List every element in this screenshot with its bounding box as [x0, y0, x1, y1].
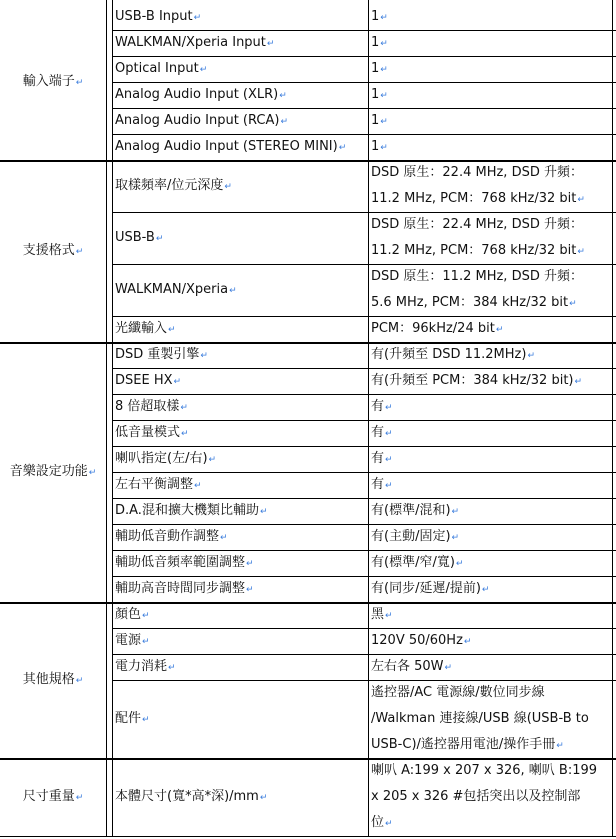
spec-value-text: 有↵: [371, 425, 393, 440]
paragraph-mark-icon: ↵: [229, 286, 237, 296]
spec-item-label: DSEE HX↵: [115, 373, 182, 388]
spec-value-text: DSD 原生：22.4 MHz, DSD 升頻：: [371, 165, 583, 180]
spec-value-text: 1↵: [371, 35, 388, 50]
spec-value-text: 有(升頻至 DSD 11.2MHz)↵: [371, 347, 535, 362]
paragraph-mark-icon: ↵: [75, 676, 84, 686]
spec-value-text: 有(標準/混和)↵: [371, 503, 460, 518]
paragraph-mark-icon: ↵: [88, 468, 97, 478]
paragraph-mark-icon: ↵: [220, 533, 228, 543]
paragraph-mark-icon: ↵: [574, 377, 583, 387]
spec-value-text: 1↵: [371, 139, 388, 154]
row-divider: [112, 654, 616, 655]
paragraph-mark-icon: ↵: [168, 663, 176, 673]
spec-value-text: 120V 50/60Hz↵: [371, 633, 472, 648]
spec-item-label: DSD 重製引擎↵: [115, 347, 208, 362]
spec-category-label: 輸入端子↵: [22, 74, 84, 89]
spec-value-text: 1↵: [371, 9, 388, 24]
spec-item-label: 輔助低音頻率範圍調整↵: [115, 555, 254, 570]
paragraph-mark-icon: ↵: [385, 481, 393, 491]
paragraph-mark-icon: ↵: [193, 13, 202, 23]
spec-value-text: x 205 x 326 #包括突出以及控制部: [371, 789, 581, 804]
spec-item-label: 輔助高音時間同步調整↵: [115, 581, 254, 596]
paragraph-mark-icon: ↵: [463, 637, 472, 647]
spec-category-label: 支援格式↵: [22, 243, 84, 258]
spec-value-text: 喇叭 A:199 x 207 x 326, 喇叭 B:199: [371, 763, 598, 778]
paragraph-mark-icon: ↵: [259, 507, 268, 517]
paragraph-mark-icon: ↵: [181, 429, 189, 439]
paragraph-mark-icon: ↵: [380, 13, 388, 23]
spec-value-text: 11.2 MHz, PCM：768 kHz/32 bit↵: [371, 191, 585, 206]
spec-value-text: DSD 原生：11.2 MHz, DSD 升頻：: [371, 269, 583, 284]
paragraph-mark-icon: ↵: [142, 611, 150, 621]
spec-item-label: 顏色↵: [115, 607, 150, 622]
column-border-item: [112, 0, 113, 836]
spec-value-text: 黑↵: [371, 607, 393, 622]
paragraph-mark-icon: ↵: [495, 325, 504, 335]
spec-item-label: 電力消耗↵: [115, 659, 176, 674]
spec-value-text: 1↵: [371, 87, 388, 102]
paragraph-mark-icon: ↵: [451, 533, 460, 543]
column-border-value: [368, 0, 369, 836]
paragraph-mark-icon: ↵: [75, 247, 84, 257]
spec-value-text: 左右各 50W↵: [371, 659, 453, 674]
column-border-right: [612, 0, 613, 836]
spec-category-label: 音樂設定功能↵: [9, 464, 97, 479]
paragraph-mark-icon: ↵: [266, 39, 275, 49]
paragraph-mark-icon: ↵: [173, 377, 182, 387]
spec-value-text: 5.6 MHz, PCM：384 kHz/32 bit↵: [371, 295, 577, 310]
paragraph-mark-icon: ↵: [577, 247, 585, 257]
spec-value-text: 有(同步/延遲/提前)↵: [371, 581, 490, 596]
spec-item-label: 喇叭指定(左/右)↵: [115, 451, 217, 466]
paragraph-mark-icon: ↵: [338, 143, 347, 153]
paragraph-mark-icon: ↵: [380, 117, 388, 127]
paragraph-mark-icon: ↵: [380, 143, 388, 153]
spec-value-text: 1↵: [371, 61, 388, 76]
paragraph-mark-icon: ↵: [142, 637, 150, 647]
paragraph-mark-icon: ↵: [208, 455, 217, 465]
spec-item-label: 輔助低音動作調整↵: [115, 529, 228, 544]
paragraph-mark-icon: ↵: [481, 585, 490, 595]
spec-category-label: 尺寸重量↵: [22, 789, 84, 804]
spec-value-text: 有↵: [371, 451, 393, 466]
spec-value-text: 有(升頻至 PCM：384 kHz/32 bit)↵: [371, 373, 583, 388]
paragraph-mark-icon: ↵: [280, 117, 288, 127]
paragraph-mark-icon: ↵: [142, 715, 150, 725]
section-divider-double: [0, 603, 616, 604]
paragraph-mark-icon: ↵: [380, 65, 388, 75]
spec-value-text: 有↵: [371, 399, 393, 414]
paragraph-mark-icon: ↵: [246, 585, 254, 595]
paragraph-mark-icon: ↵: [527, 351, 535, 361]
spec-item-label: D.A.混和擴大機類比輔助↵: [115, 503, 268, 518]
paragraph-mark-icon: ↵: [455, 559, 464, 569]
paragraph-mark-icon: ↵: [380, 39, 388, 49]
spec-item-label: 左右平衡調整↵: [115, 477, 202, 492]
paragraph-mark-icon: ↵: [385, 429, 393, 439]
table-bottom-border: [0, 836, 616, 837]
spec-value-text: 1↵: [371, 113, 388, 128]
spec-item-label: WALKMAN/Xperia↵: [115, 282, 237, 297]
paragraph-mark-icon: ↵: [385, 819, 393, 829]
spec-item-label: 電源↵: [115, 633, 150, 648]
paragraph-mark-icon: ↵: [279, 91, 287, 101]
spec-value-text: /Walkman 連接線/USB 線(USB-B to: [371, 711, 589, 726]
paragraph-mark-icon: ↵: [451, 507, 460, 517]
paragraph-mark-icon: ↵: [200, 351, 208, 361]
paragraph-mark-icon: ↵: [224, 182, 232, 192]
spec-item-label: USB-B Input↵: [115, 9, 202, 24]
spec-item-label: 配件↵: [115, 711, 150, 726]
paragraph-mark-icon: ↵: [259, 793, 268, 803]
spec-value-text: PCM：96kHz/24 bit↵: [371, 321, 504, 336]
spec-item-label: 8 倍超取樣↵: [115, 399, 188, 414]
paragraph-mark-icon: ↵: [380, 91, 388, 101]
paragraph-mark-icon: ↵: [577, 195, 585, 205]
paragraph-mark-icon: ↵: [246, 559, 254, 569]
spec-value-text: 遙控器/AC 電源線/數位同步線: [371, 685, 545, 700]
row-divider: [112, 316, 616, 317]
paragraph-mark-icon: ↵: [385, 403, 393, 413]
spec-category-label: 其他規格↵: [22, 672, 84, 687]
spec-item-label: Optical Input↵: [115, 61, 208, 76]
spec-item-label: 取樣頻率/位元深度↵: [115, 178, 232, 193]
spec-item-label: 光纖輸入↵: [115, 321, 176, 336]
spec-item-label: Analog Audio Input (STEREO MINI)↵: [115, 139, 347, 154]
paragraph-mark-icon: ↵: [385, 455, 393, 465]
spec-value-text: 有(標準/窄/寬)↵: [371, 555, 464, 570]
spec-item-label: 本體尺寸(寬*高*深)/mm↵: [115, 789, 268, 804]
spec-item-label: USB-B↵: [115, 230, 164, 245]
paragraph-mark-icon: ↵: [199, 65, 208, 75]
row-divider: [112, 628, 616, 629]
paragraph-mark-icon: ↵: [194, 481, 202, 491]
paragraph-mark-icon: ↵: [180, 403, 188, 413]
spec-item-label: Analog Audio Input (RCA)↵: [115, 113, 288, 128]
spec-value-text: 位↵: [371, 815, 393, 830]
paragraph-mark-icon: ↵: [556, 741, 564, 751]
paragraph-mark-icon: ↵: [569, 299, 577, 309]
paragraph-mark-icon: ↵: [75, 78, 84, 88]
paragraph-mark-icon: ↵: [444, 663, 453, 673]
paragraph-mark-icon: ↵: [385, 611, 393, 621]
spec-item-label: Analog Audio Input (XLR)↵: [115, 87, 287, 102]
spec-value-text: USB-C)/遙控器用電池/操作手冊↵: [371, 737, 564, 752]
paragraph-mark-icon: ↵: [168, 325, 176, 335]
spec-item-label: 低音量模式↵: [115, 425, 189, 440]
spec-value-text: DSD 原生：22.4 MHz, DSD 升頻：: [371, 217, 583, 232]
spec-value-text: 有(主動/固定)↵: [371, 529, 460, 544]
spec-value-text: 11.2 MHz, PCM：768 kHz/32 bit↵: [371, 243, 585, 258]
paragraph-mark-icon: ↵: [155, 234, 164, 244]
column-border-left: [106, 0, 107, 836]
spec-value-text: 有↵: [371, 477, 393, 492]
paragraph-mark-icon: ↵: [75, 793, 84, 803]
spec-item-label: WALKMAN/Xperia Input↵: [115, 35, 275, 50]
